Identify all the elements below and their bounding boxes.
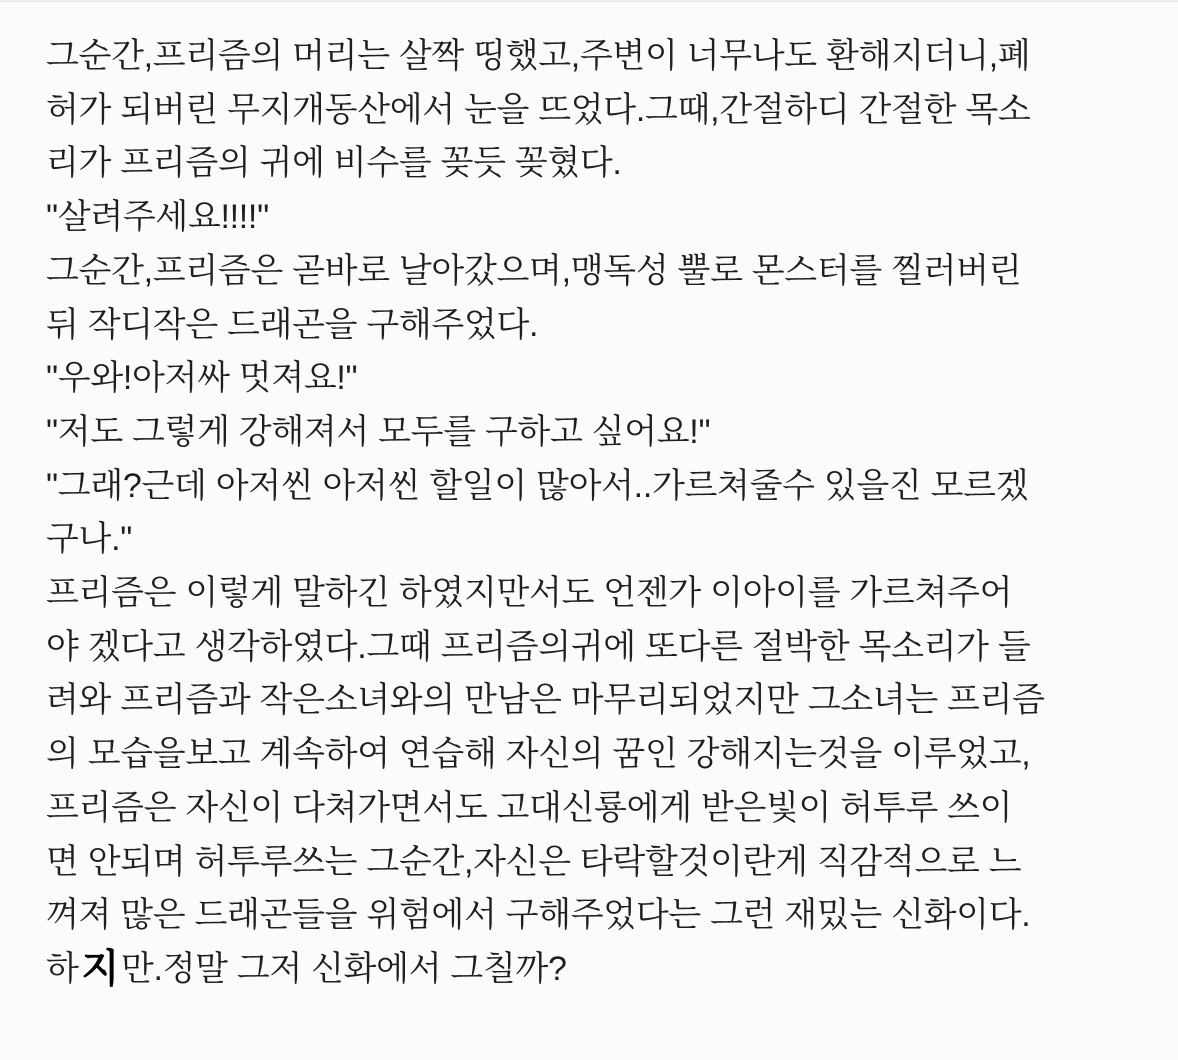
story-line: 프리즘은 이렇게 말하긴 하였지만서도 언젠가 이아이를 가르쳐주어 [46,574,1013,613]
final-line-accent-char: 지 [81,945,119,992]
story-line: 의 모습을보고 계속하여 연습해 자신의 꿈인 강해지는것을 이루었고, [46,735,1031,774]
story-line: 그순간,프리즘은 곧바로 날아갔으며,맹독성 뿔로 몬스터를 찔러버린 [46,251,1022,290]
story-line: 허가 되버린 무지개동산에서 눈을 뜨었다.그때,간절하디 간절한 목소 [46,90,1031,129]
story-line: 뒤 작디작은 드래곤을 구해주었다. [46,305,539,344]
story-line: 리가 프리즘의 귀에 비수를 꽂듯 꽂혔다. [46,144,622,183]
story-text [0,3,1178,997]
final-line-suffix: 만.정말 그저 신화에서 그칠까? [120,949,567,988]
story-line: 면 안되며 허투루쓰는 그순간,자신은 타락할것이란게 직감적으로 느 [46,842,1022,881]
story-line-dialogue: "그래?근데 아저씬 아저씬 할일이 많아서..가르쳐줄수 있을진 모르겠 [46,466,1029,505]
story-line: 프리즘은 자신이 다쳐가면서도 고대신룡에게 받은빛이 허투루 쓰이 [46,788,1013,827]
story-line-dialogue: "살려주세요!!!!" [46,198,269,237]
story-line: 그순간,프리즘의 머리는 살짝 띵했고,주변이 너무나도 환해지더니,폐 [46,37,1031,75]
story-line-dialogue: "저도 그렇게 강해져서 모두를 구하고 싶어요!" [46,412,711,451]
story-line: 야 겠다고 생각하였다.그때 프리즘의귀에 또다른 절박한 목소리가 들 [46,627,1031,666]
story-line-dialogue: "우와!아저싸 멋져요!" [46,359,358,398]
story-line: 껴져 많은 드래곤들을 위험에서 구해주었다는 그런 재밌는 신화이다. [46,896,1031,935]
final-line-prefix: 하 [46,949,79,988]
story-line: 려와 프리즘과 작은소녀와의 만남은 마무리되었지만 그소녀는 프리즘 [46,681,1045,720]
story-line-dialogue: 구나." [46,520,133,559]
story-line-final [46,943,1170,997]
